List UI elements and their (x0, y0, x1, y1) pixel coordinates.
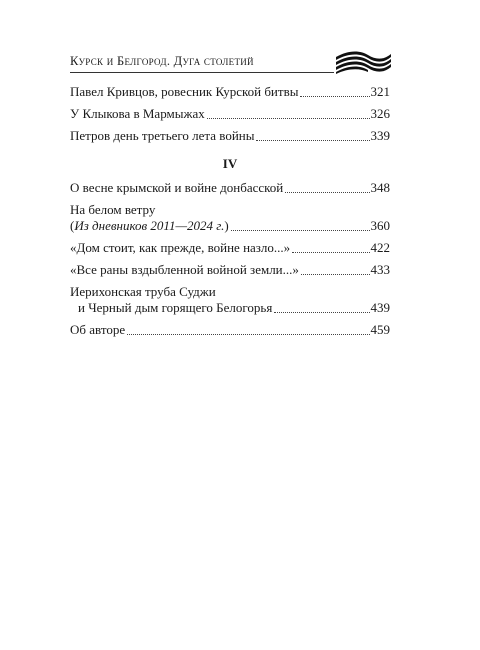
toc-entry-page: 321 (370, 84, 390, 99)
toc-entry[interactable] (70, 322, 390, 338)
toc-entry-title-line1: На белом ветру (70, 202, 156, 217)
toc-entry-page: 360 (370, 218, 390, 233)
toc-entry-page: 459 (370, 322, 390, 337)
toc-entry-title: О весне крымской и войне донбасской (70, 180, 284, 195)
toc-entry-title: Павел Кривцов, ровесник Курской битвы (70, 84, 299, 99)
dot-leader (231, 230, 370, 231)
close-paren: ) (224, 218, 229, 233)
header-rule (70, 72, 342, 73)
dot-leader (301, 274, 370, 275)
toc-entry-title: «Дом стоит, как прежде, войне назло...» (70, 240, 291, 255)
toc-entry[interactable] (70, 106, 390, 122)
dot-leader (285, 192, 369, 193)
running-header (70, 44, 392, 74)
toc-entry-page: 433 (370, 262, 390, 277)
toc-entry[interactable] (70, 128, 390, 144)
toc-entry[interactable] (70, 240, 390, 256)
dot-leader (127, 334, 369, 335)
toc-entry-page: 339 (370, 128, 390, 143)
toc-entry[interactable] (70, 262, 390, 278)
toc-entry-line2 (70, 218, 390, 234)
toc-entry[interactable] (70, 180, 390, 196)
toc-entry-title: Петров день третьего лета войны (70, 128, 255, 143)
table-of-contents (70, 84, 390, 338)
dot-leader (300, 96, 369, 97)
dot-leader (274, 312, 369, 313)
dot-leader (207, 118, 370, 119)
toc-entry[interactable] (70, 84, 390, 100)
toc-entry[interactable] (70, 202, 390, 234)
toc-entry-title: Об авторе (70, 322, 126, 337)
dot-leader (292, 252, 369, 253)
toc-entry-page: 422 (370, 240, 390, 255)
toc-entry-title-line1: Иерихонская труба Суджи (70, 284, 216, 299)
toc-entry-page: 326 (370, 106, 390, 121)
open-paren: ( (70, 218, 75, 233)
toc-entry[interactable] (70, 284, 390, 316)
toc-entry-title: «Все раны вздыбленной войной земли...» (70, 262, 299, 277)
running-header-title: Курск и Белгород. Дуга столетий (70, 54, 254, 68)
toc-entry-title: У Клыкова в Мармыжах (70, 106, 205, 121)
st-george-ribbon-icon (334, 48, 392, 74)
toc-entry-subtitle (70, 218, 229, 234)
dot-leader (256, 140, 369, 141)
toc-entry-line2 (70, 300, 390, 316)
toc-entry-page: 439 (370, 300, 390, 315)
subtitle-italic: Из дневников 2011—2024 г. (74, 218, 225, 233)
section-heading: IV (222, 156, 238, 171)
toc-entry-title-line2: и Черный дым горящего Белогорья (78, 300, 273, 315)
toc-entry-page: 348 (370, 180, 390, 195)
